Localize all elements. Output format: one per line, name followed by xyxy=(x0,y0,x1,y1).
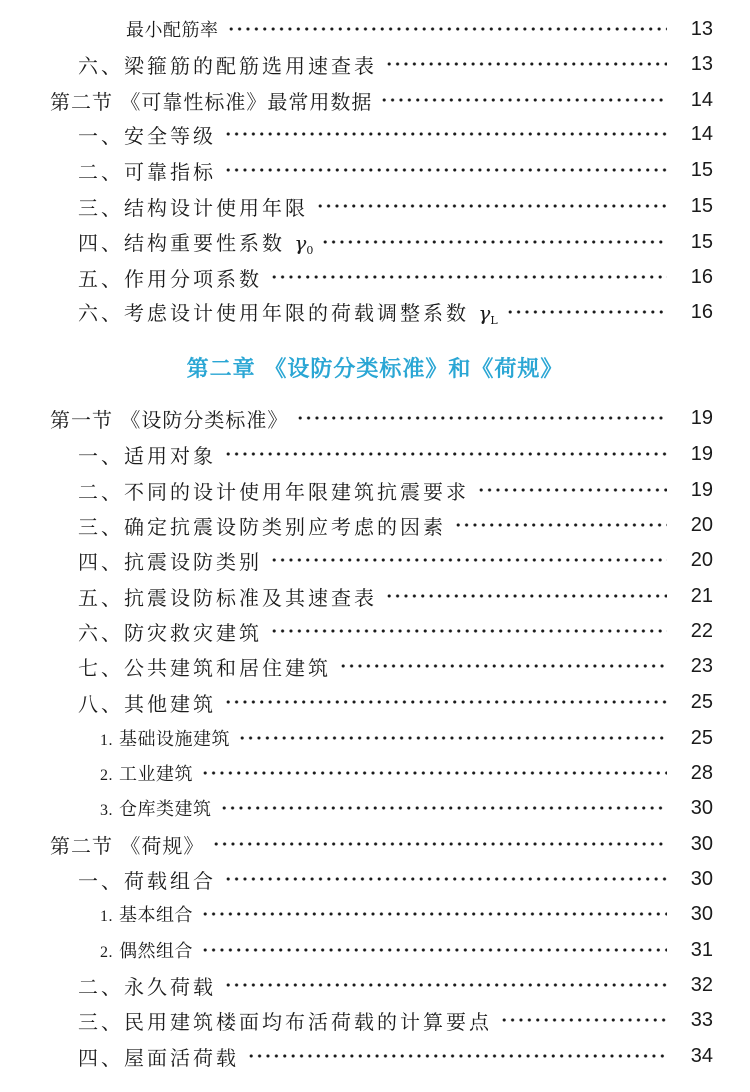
toc-entry-title xyxy=(78,1042,239,1071)
toc-entry-text: 基本组合 xyxy=(119,905,193,926)
toc-entry[interactable] xyxy=(0,721,750,755)
toc-entry-title xyxy=(100,795,212,821)
toc-entry[interactable] xyxy=(0,225,750,259)
toc-entry-title xyxy=(100,901,193,927)
leader-dots xyxy=(224,696,667,708)
toc-entry-text: 六、考虑设计使用年限的荷载调整系数 xyxy=(78,301,469,325)
leader-dots xyxy=(201,767,667,779)
toc-entry[interactable] xyxy=(0,897,750,931)
toc-entry-title xyxy=(78,652,331,681)
leader-dots xyxy=(227,23,668,35)
page-number: 32 xyxy=(690,973,713,996)
page-number: 30 xyxy=(690,902,713,925)
toc-entry-text: 五、抗震设防标准及其速查表 xyxy=(78,585,377,610)
page-number: 25 xyxy=(690,690,713,713)
toc-entry-title xyxy=(50,404,288,433)
page-number: 13 xyxy=(690,17,713,40)
toc-entry-text: 第二节 《可靠性标准》最常用数据 xyxy=(50,89,373,114)
leader-dots xyxy=(201,944,667,956)
leader-dots xyxy=(224,979,667,991)
toc-entry-text: 最小配筋率 xyxy=(126,20,219,41)
toc-entry-text: 五、作用分项系数 xyxy=(78,266,262,291)
toc-entry-title xyxy=(78,865,216,894)
gamma-symbol: γ xyxy=(294,231,307,255)
toc-entry[interactable] xyxy=(0,791,750,825)
toc-entry-text: 六、防灾救灾建筑 xyxy=(78,620,262,645)
toc-entry[interactable] xyxy=(0,437,750,471)
leader-dots xyxy=(339,660,667,672)
toc-entry[interactable] xyxy=(0,83,750,117)
toc-entry[interactable] xyxy=(0,295,750,329)
toc-entry-title xyxy=(50,86,372,115)
page-number: 31 xyxy=(690,938,713,961)
page-number: 15 xyxy=(690,194,713,217)
toc-entry[interactable] xyxy=(0,933,750,967)
leader-dots xyxy=(270,625,667,637)
page-number: 20 xyxy=(690,513,713,536)
toc-entry-text: 一、安全等级 xyxy=(78,123,216,148)
toc-entry-title xyxy=(78,50,377,79)
toc-entry-text: 二、永久荷载 xyxy=(78,974,216,999)
chapter-heading: 第二章 《设防分类标准》和《荷规》 xyxy=(186,357,564,382)
page-number: 34 xyxy=(690,1044,713,1067)
leader-dots xyxy=(385,58,667,70)
toc-entry-text: 四、结构重要性系数 xyxy=(78,231,285,255)
page-number: 19 xyxy=(690,406,713,429)
page-number: 33 xyxy=(690,1008,713,1031)
gamma-symbol: γ xyxy=(478,301,491,325)
gamma-subscript: L xyxy=(490,314,498,327)
leader-dots xyxy=(506,306,667,318)
leader-dots xyxy=(316,200,667,212)
toc-entry-text: 基础设施建筑 xyxy=(119,729,230,750)
toc-entry-title xyxy=(78,688,216,717)
gamma-subscript: 0 xyxy=(306,244,314,257)
toc-entry-text: 六、梁箍筋的配筋选用速查表 xyxy=(78,53,377,78)
page-number: 16 xyxy=(690,265,713,288)
toc-entry-text: 三、结构设计使用年限 xyxy=(78,195,308,220)
toc-entry[interactable] xyxy=(0,12,750,46)
toc-entry-title xyxy=(78,476,469,505)
toc-entry-text: 四、屋面活荷载 xyxy=(78,1045,239,1070)
leader-dots xyxy=(247,1050,667,1062)
toc-entry-text: 一、适用对象 xyxy=(78,443,216,468)
toc-entry-text: 四、抗震设防类别 xyxy=(78,549,262,574)
page-number: 19 xyxy=(690,478,713,501)
toc-entry-title xyxy=(78,546,262,575)
leader-dots xyxy=(270,271,667,283)
toc-entry[interactable] xyxy=(0,189,750,223)
toc-entry-text: 二、可靠指标 xyxy=(78,159,216,184)
leader-dots xyxy=(380,94,667,106)
page-number: 15 xyxy=(690,158,713,181)
page-number: 28 xyxy=(690,761,713,784)
toc-entry[interactable] xyxy=(0,579,750,613)
toc-entry-title xyxy=(78,156,216,185)
toc-entry[interactable] xyxy=(0,543,750,577)
page-number: 14 xyxy=(690,88,713,111)
leader-dots xyxy=(270,554,667,566)
toc-entry-text: 三、确定抗震设防类别应考虑的因素 xyxy=(78,514,446,539)
page-number: 15 xyxy=(690,230,713,253)
toc-entry[interactable] xyxy=(0,260,750,294)
toc-entry-title xyxy=(78,511,446,540)
toc-entry-text: 工业建筑 xyxy=(119,764,193,785)
toc-entry[interactable] xyxy=(0,685,750,719)
toc-entry[interactable] xyxy=(0,614,750,648)
toc-entry-title xyxy=(78,582,377,611)
leader-dots xyxy=(296,412,667,424)
toc-entry-number: 3. xyxy=(100,802,113,819)
toc-entry-text: 七、公共建筑和居住建筑 xyxy=(78,655,331,680)
toc-entry[interactable] xyxy=(0,649,750,683)
toc-entry-title xyxy=(126,16,219,42)
toc-entry[interactable] xyxy=(0,968,750,1002)
toc-entry-title xyxy=(100,725,230,751)
toc-entry-title xyxy=(78,617,262,646)
leader-dots xyxy=(224,448,667,460)
toc-entry-title xyxy=(78,192,308,221)
toc-entry-title xyxy=(100,760,193,786)
page-number: 16 xyxy=(690,300,713,323)
toc-entry-title xyxy=(100,937,193,963)
page-number: 14 xyxy=(690,122,713,145)
toc-entry-text: 仓库类建筑 xyxy=(119,799,212,820)
toc-entry-number: 1. xyxy=(100,732,113,749)
page-number: 21 xyxy=(690,584,713,607)
toc-entry[interactable] xyxy=(0,473,750,507)
toc-entry-title xyxy=(78,227,313,257)
toc-entry-text: 三、民用建筑楼面均布活荷载的计算要点 xyxy=(78,1009,492,1034)
leader-dots xyxy=(454,519,667,531)
toc-entry[interactable] xyxy=(0,756,750,790)
page-number: 20 xyxy=(690,548,713,571)
toc-entry[interactable] xyxy=(0,153,750,187)
page-number: 30 xyxy=(690,796,713,819)
page-number: 30 xyxy=(690,867,713,890)
toc-entry-text: 一、荷载组合 xyxy=(78,868,216,893)
leader-dots xyxy=(477,484,667,496)
leader-dots xyxy=(321,236,667,248)
toc-entry-title xyxy=(78,297,498,327)
toc-entry[interactable] xyxy=(0,401,750,435)
leader-dots xyxy=(220,802,668,814)
toc-entry[interactable] xyxy=(0,827,750,861)
leader-dots xyxy=(224,873,667,885)
page-number: 13 xyxy=(690,52,713,75)
page-number: 23 xyxy=(690,654,713,677)
toc-entry-title xyxy=(78,1006,492,1035)
toc-entry[interactable] xyxy=(0,47,750,81)
toc-entry-text: 二、不同的设计使用年限建筑抗震要求 xyxy=(78,479,469,504)
page-number: 19 xyxy=(690,442,713,465)
toc-entry-text: 偶然组合 xyxy=(119,941,193,962)
toc-entry-title xyxy=(78,440,216,469)
toc-entry-title xyxy=(78,263,262,292)
toc-entry-number: 2. xyxy=(100,767,113,784)
toc-entry-number: 2. xyxy=(100,944,113,961)
leader-dots xyxy=(224,128,667,140)
toc-entry-text: 八、其他建筑 xyxy=(78,691,216,716)
leader-dots xyxy=(385,590,667,602)
page-number: 25 xyxy=(690,726,713,749)
leader-dots xyxy=(224,164,667,176)
toc-entry[interactable] xyxy=(0,1039,750,1073)
toc-entry-text: 第二节 《荷规》 xyxy=(50,833,205,858)
leader-dots xyxy=(238,732,667,744)
toc-entry-text: 第一节 《设防分类标准》 xyxy=(50,407,289,432)
leader-dots xyxy=(201,908,667,920)
toc-entry-number: 1. xyxy=(100,908,113,925)
page-number: 30 xyxy=(690,832,713,855)
toc-entry[interactable] xyxy=(0,862,750,896)
page-number: 22 xyxy=(690,619,713,642)
toc-entry[interactable] xyxy=(0,1003,750,1037)
toc-entry[interactable] xyxy=(0,508,750,542)
toc-entry-title xyxy=(50,830,204,859)
toc-entry-title xyxy=(78,120,216,149)
toc-entry[interactable] xyxy=(0,117,750,151)
leader-dots xyxy=(500,1014,667,1026)
toc-entry-title xyxy=(78,971,216,1000)
leader-dots xyxy=(212,838,667,850)
